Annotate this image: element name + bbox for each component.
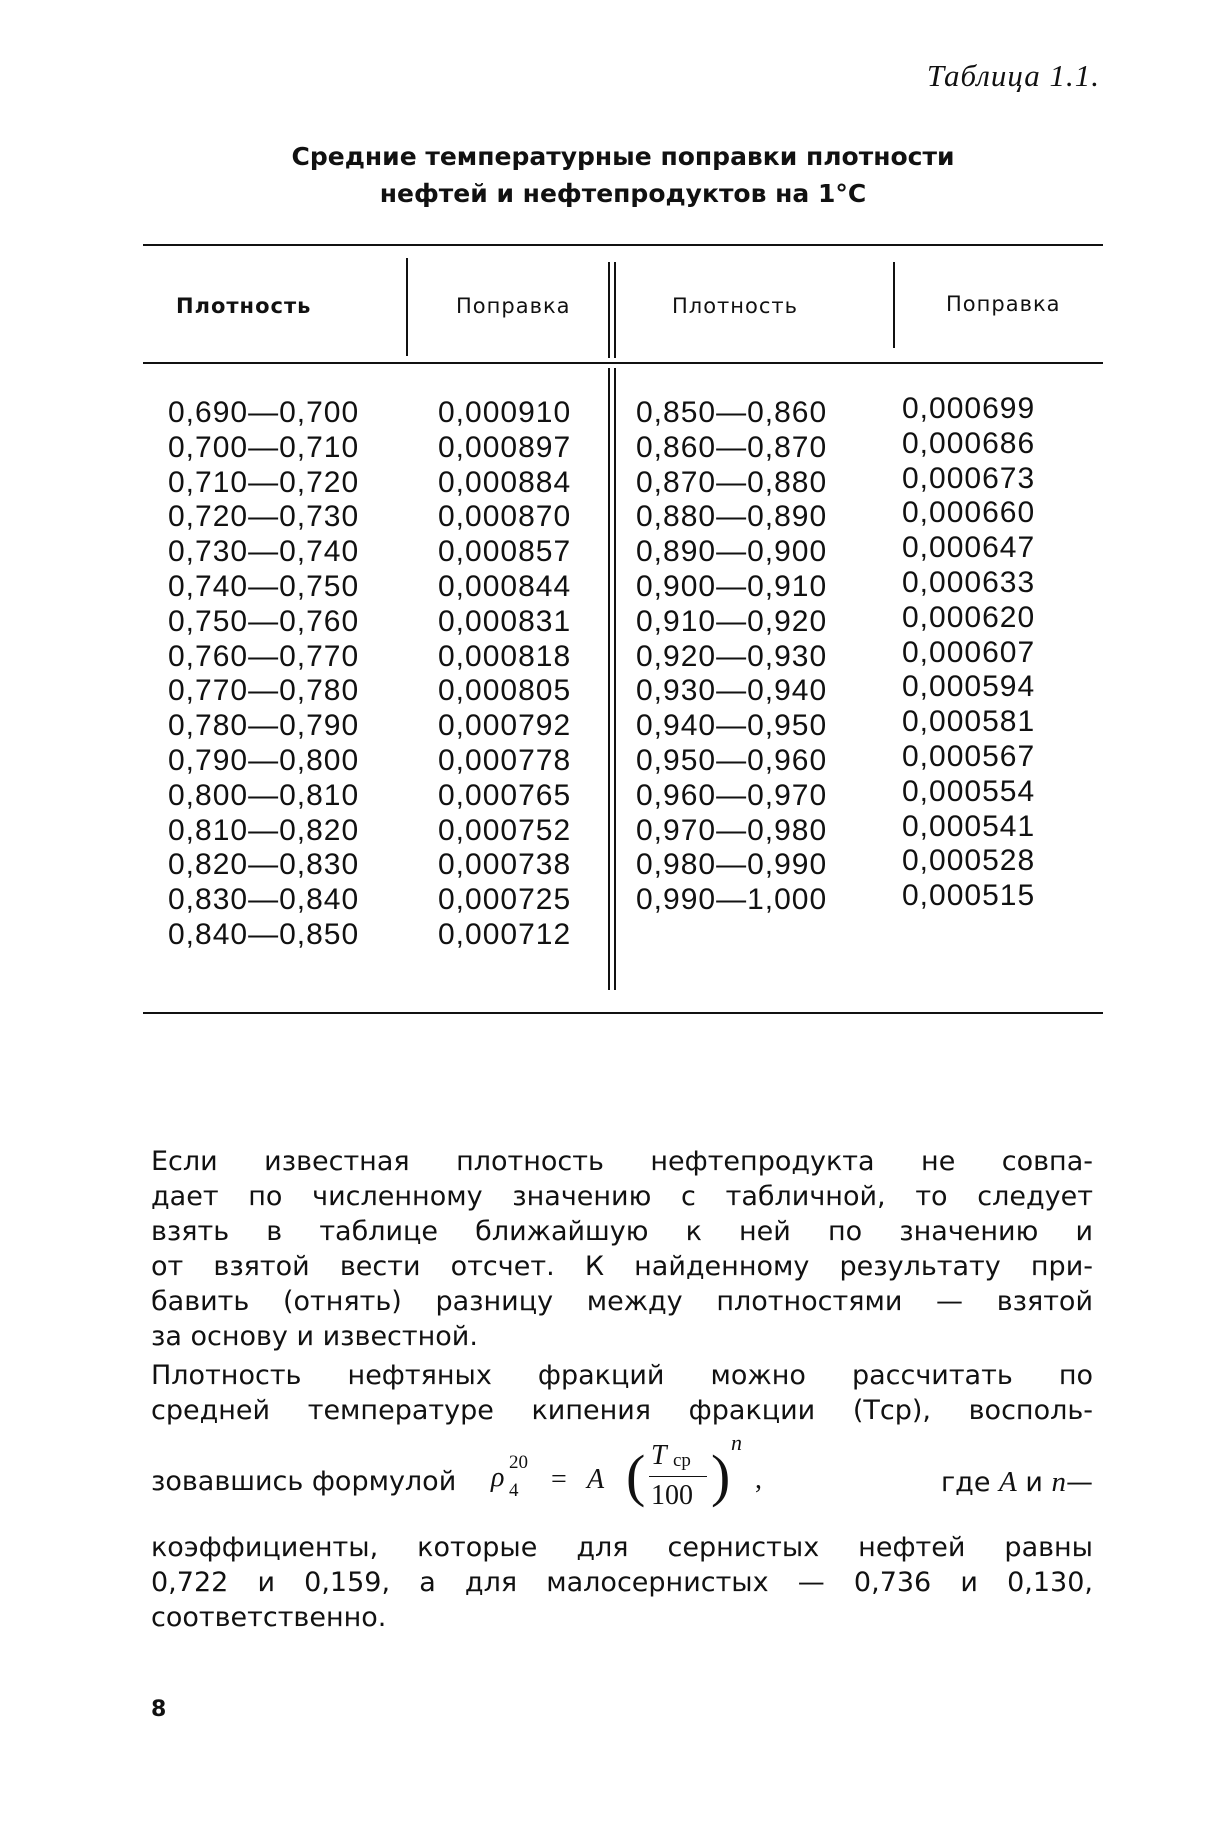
table-cell: 0,000554 xyxy=(902,774,1036,808)
header-divider-3 xyxy=(893,262,895,348)
table-cell: 0,860—0,870 xyxy=(636,430,828,464)
table-cell: 0,000594 xyxy=(902,670,1036,704)
table-cell: 0,000712 xyxy=(438,917,572,951)
column-header-correction-left: Поправка xyxy=(456,294,571,318)
table-cell: 0,000515 xyxy=(902,879,1036,913)
table-cell: 0,960—0,970 xyxy=(636,778,828,812)
body-double-divider-b xyxy=(614,368,616,990)
table-cell: 0,000581 xyxy=(902,705,1036,739)
table-cell: 0,760—0,770 xyxy=(168,639,360,673)
table-cell: 0,000686 xyxy=(902,426,1036,460)
paragraph-coefficients xyxy=(151,1530,1093,1635)
table-cell: 0,000910 xyxy=(438,396,572,429)
left-density-column xyxy=(168,396,359,953)
table-cell: 0,000541 xyxy=(902,809,1036,843)
table-title-line2: нефтей и нефтепродуктов на 1°С xyxy=(379,179,867,208)
table-title xyxy=(143,138,1103,212)
paragraph-line: за основу и известной. xyxy=(151,1321,478,1352)
table-cell: 0,980—0,990 xyxy=(636,848,828,882)
table-caption: Таблица 1.1. xyxy=(926,58,1100,93)
table-cell: 0,750—0,760 xyxy=(168,604,360,638)
formula-fraction-bar xyxy=(649,1476,707,1477)
table-cell: 0,000765 xyxy=(438,778,572,812)
header-double-divider-b xyxy=(614,262,616,358)
table-cell: 0,000660 xyxy=(902,496,1036,530)
table-cell: 0,950—0,960 xyxy=(636,743,828,777)
paragraph-line: Если известная плотность нефтепродукта не совпа- xyxy=(151,1146,1093,1177)
table-cell: 0,820—0,830 xyxy=(168,848,360,882)
formula-subscript: 4 xyxy=(509,1480,519,1501)
table-cell: 0,790—0,800 xyxy=(168,743,360,777)
table-cell: 0,000884 xyxy=(438,465,572,499)
table-cell: 0,000738 xyxy=(438,848,572,882)
page-number: 8 xyxy=(151,1697,167,1722)
table-cell: 0,000725 xyxy=(438,883,572,917)
table-title-line1: Средние температурные поправки плотности xyxy=(291,142,955,171)
table-cell: 0,000620 xyxy=(902,600,1036,634)
table-cell: 0,000699 xyxy=(902,392,1036,425)
table-cell: 0,000857 xyxy=(438,535,572,569)
formula-superscript: 20 xyxy=(509,1452,528,1473)
table-cell: 0,910—0,920 xyxy=(636,604,828,638)
formula-numerator-subscript: ср xyxy=(673,1450,691,1471)
column-header-density-left: Плотность xyxy=(176,294,312,318)
right-density-column xyxy=(636,396,827,918)
table-cell: 0,800—0,810 xyxy=(168,778,360,812)
table-top-rule xyxy=(143,244,1103,246)
paragraph-line: бавить (отнять) разницу между плотностями — взятой xyxy=(151,1286,1093,1317)
table-cell: 0,690—0,700 xyxy=(168,396,360,429)
table-cell: 0,000752 xyxy=(438,813,572,847)
formula-lead-text: зовавшись формулой xyxy=(151,1466,457,1497)
where-a: A xyxy=(999,1466,1017,1498)
table-cell: 0,000805 xyxy=(438,674,572,708)
header-divider-1 xyxy=(406,258,408,356)
header-double-divider-a xyxy=(608,262,610,358)
table-bottom-rule xyxy=(143,1012,1103,1014)
formula-line xyxy=(151,1430,1093,1516)
table-cell: 0,000778 xyxy=(438,743,572,777)
density-formula xyxy=(491,1430,851,1516)
table-cell: 0,000528 xyxy=(902,844,1036,878)
table-cell: 0,850—0,860 xyxy=(636,396,828,429)
table-cell: 0,000567 xyxy=(902,739,1036,773)
table-cell: 0,840—0,850 xyxy=(168,917,360,951)
formula-left-paren: ( xyxy=(626,1443,646,1508)
table-cell: 0,740—0,750 xyxy=(168,569,360,603)
table-cell: 0,830—0,840 xyxy=(168,883,360,917)
table-cell: 0,700—0,710 xyxy=(168,430,360,464)
where-n: n xyxy=(1051,1466,1066,1498)
table-cell: 0,870—0,880 xyxy=(636,465,828,499)
table-cell: 0,720—0,730 xyxy=(168,500,360,534)
table-cell: 0,000792 xyxy=(438,709,572,743)
where-dash: — xyxy=(1066,1467,1093,1498)
table-cell: 0,940—0,950 xyxy=(636,709,828,743)
paragraph-fraction-density xyxy=(151,1358,1093,1428)
table-cell: 0,730—0,740 xyxy=(168,535,360,569)
left-correction-column xyxy=(438,396,571,953)
table-cell: 0,000844 xyxy=(438,569,572,603)
table-cell: 0,970—0,980 xyxy=(636,813,828,847)
paragraph-line: средней температуре кипения фракции (Тср), восполь- xyxy=(151,1395,1093,1426)
table-cell: 0,710—0,720 xyxy=(168,465,360,499)
table-cell: 0,780—0,790 xyxy=(168,709,360,743)
paragraph-line: взять в таблице ближайшую к ней по значению и xyxy=(151,1216,1093,1247)
column-header-correction-right: Поправка xyxy=(946,292,1061,316)
paragraph-line: коэффициенты, которые для сернистых нефтей равны xyxy=(151,1532,1093,1563)
table-cell: 0,000831 xyxy=(438,604,572,638)
table-cell: 0,920—0,930 xyxy=(636,639,828,673)
formula-where-clause xyxy=(941,1466,1093,1499)
table-cell: 0,810—0,820 xyxy=(168,813,360,847)
formula-numerator: T xyxy=(651,1440,667,1471)
where-word: где xyxy=(940,1467,991,1498)
table-cell: 0,990—1,000 xyxy=(636,883,828,917)
right-correction-column xyxy=(902,392,1035,914)
table-cell: 0,930—0,940 xyxy=(636,674,828,708)
table-cell: 0,000633 xyxy=(902,565,1036,599)
formula-exponent: n xyxy=(731,1430,742,1455)
paragraph-density-lookup xyxy=(151,1144,1093,1354)
table-cell: 0,880—0,890 xyxy=(636,500,828,534)
table-cell: 0,890—0,900 xyxy=(636,535,828,569)
paragraph-line: от взятой вести отсчет. К найденному результату при- xyxy=(151,1251,1093,1282)
formula-equals: = xyxy=(551,1464,567,1495)
body-double-divider-a xyxy=(608,368,610,990)
formula-coefficient-a: A xyxy=(587,1464,605,1495)
table-cell: 0,000673 xyxy=(902,461,1036,495)
column-header-density-right: Плотность xyxy=(672,294,799,318)
paragraph-line: 0,722 и 0,159, а для малосернистых — 0,736 и 0,130, xyxy=(151,1567,1093,1598)
paragraph-line: соответственно. xyxy=(151,1602,387,1633)
table-cell: 0,900—0,910 xyxy=(636,569,828,603)
paragraph-line: дает по численному значению с табличной, то следует xyxy=(151,1181,1093,1212)
formula-comma: , xyxy=(755,1464,762,1495)
where-and: и xyxy=(1025,1467,1043,1498)
table-cell: 0,000818 xyxy=(438,639,572,673)
table-cell: 0,770—0,780 xyxy=(168,674,360,708)
table-cell: 0,000607 xyxy=(902,635,1036,669)
table-header-rule xyxy=(143,362,1103,364)
table-cell: 0,000870 xyxy=(438,500,572,534)
formula-right-paren: ) xyxy=(711,1443,731,1508)
formula-rho: ρ xyxy=(491,1462,505,1493)
paragraph-line: Плотность нефтяных фракций можно рассчитать по xyxy=(151,1360,1093,1391)
table-cell: 0,000897 xyxy=(438,430,572,464)
formula-denominator: 100 xyxy=(651,1480,693,1511)
table-cell: 0,000647 xyxy=(902,531,1036,565)
